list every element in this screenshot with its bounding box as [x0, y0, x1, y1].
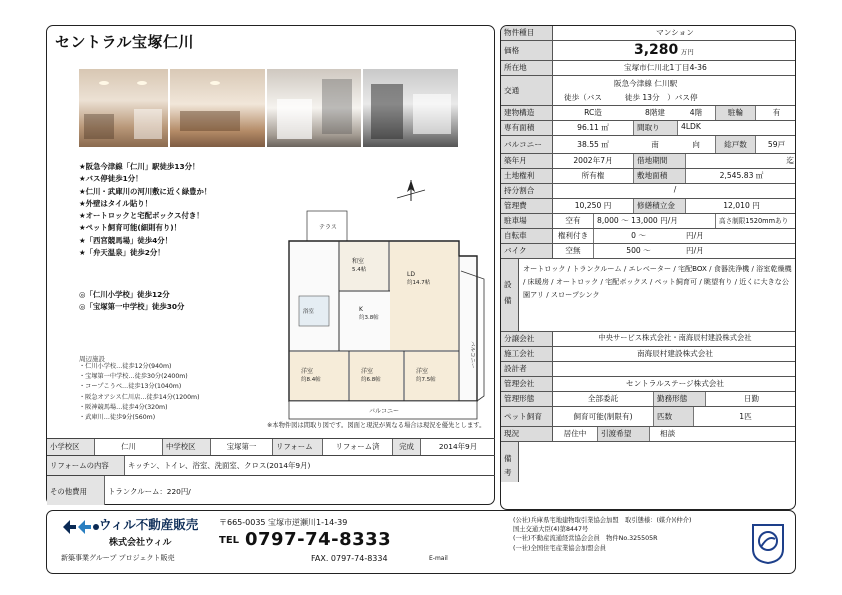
row-share: 持分割合 /: [501, 184, 796, 199]
row-parking: 駐車場 空有 8,000 ～ 13,000 円/月 高さ制限1520mmあり: [501, 214, 796, 229]
company-address: 〒665-0035 宝塚市逆瀬川1-14-39: [219, 518, 348, 527]
other-cost-value: トランクルーム：220円/: [108, 487, 191, 496]
row-area: 専有面積 96.11 ㎡ 間取り 4LDK: [501, 121, 796, 136]
feature-item: ★ペット飼育可能(細則有り)！: [79, 223, 182, 233]
kind-value: マンション: [656, 28, 694, 37]
spec-table: [500, 25, 796, 510]
phone-number[interactable]: 0797-74-8333: [245, 529, 392, 550]
row-kind: 物件種目 マンション: [501, 26, 796, 41]
license-info: (公社)兵庫県宅地建物取引業協会加盟 取引態様：(媒介)(仲介) 国土交通大臣(4)第8447号 (一社)不動産流通経営協会会員 物件No.325505R (一社)全国住宅産業協会加盟会員: [513, 517, 692, 552]
title-box: [47, 26, 495, 53]
row-mgmt-form: 管理形態 全部委託 勤務形態 日勤: [501, 392, 796, 407]
school-row: [47, 438, 495, 455]
svg-text:約14.7帖: 約14.7帖: [407, 280, 431, 286]
row-location: 所在地 宝塚市仁川北1丁目4-36: [501, 61, 796, 76]
feature-item: ★仁川・武庫川の河川敷に近く緑豊か！: [79, 186, 212, 196]
property-title: セントラル宝塚仁川: [55, 33, 195, 51]
layout-value: 4LDK: [677, 121, 796, 135]
feature-item: ★「西宮競馬場」徒歩4分！: [79, 235, 173, 245]
distance-item: ・阪神競馬場…徒歩4分(320m): [79, 403, 168, 411]
row-pet: ペット飼育 飼育可能(制限有) 匹数 1匹: [501, 407, 796, 427]
reform-detail-value: キッチン、トイレ、浴室、洗面室、クロス(2014年9月): [128, 461, 311, 470]
room-ldk: LD: [407, 271, 415, 278]
company-corp: 株式会社ウィル: [109, 538, 172, 548]
svg-text:約8.4帖: 約8.4帖: [301, 377, 321, 383]
row-mgmt: 管理費 10,250 円 修繕積立金 12,010 円: [501, 199, 796, 214]
room-bath: 浴室: [303, 309, 315, 315]
property-main-panel: [46, 25, 495, 505]
feature-item: ★「弁天温泉」徒歩2分！: [79, 248, 165, 258]
room-japanese: 和室: [352, 258, 365, 265]
features-list: [79, 161, 284, 259]
distance-item: ・コープこうべ…徒歩13分(1040m): [79, 383, 182, 391]
row-remarks: 備考: [501, 442, 796, 482]
association-seal-icon: [747, 521, 789, 565]
completed-value: 2014年9月: [438, 442, 478, 451]
room-western-3: 洋室: [416, 368, 429, 375]
reform-detail-row: [47, 455, 495, 475]
photo-washroom[interactable]: [363, 69, 458, 147]
photo-bathroom[interactable]: [267, 69, 361, 147]
distance-item: ・武庫川…徒歩9分(560m): [79, 414, 156, 422]
walk-value: 徒歩（バス 徒歩 13分 ）バス停: [564, 93, 698, 102]
svg-text:約7.5帖: 約7.5帖: [416, 377, 436, 383]
company-logo-icon: [61, 517, 101, 537]
room-balcony: バルコニー: [369, 408, 400, 415]
room-kitchen: K: [359, 306, 363, 313]
row-traffic: 交通 阪急今津線 仁川駅 徒歩（バス 徒歩 13分 ）バス停: [501, 76, 796, 106]
row-land: 土地権利 所有権 敷地面積 2,545.83 ㎡: [501, 169, 796, 184]
photo-kitchen[interactable]: [170, 69, 265, 147]
feature-item: ★バス停徒歩1分！: [79, 174, 143, 184]
distances-title: 周辺施設: [79, 355, 105, 363]
reform-label: リフォーム: [273, 439, 323, 455]
distances-list: [79, 362, 279, 423]
room-terrace: テラス: [319, 224, 337, 231]
feature-item: ★オートロックと宅配ボックス付き！: [79, 211, 204, 221]
company-group: 新築事業グループ プロジェクト販売: [61, 554, 175, 562]
row-price: 価格 3,280 万円: [501, 41, 796, 61]
row-bike: 自転車 権利付き 0 ～ 円/月: [501, 229, 796, 244]
access-item: ◎「仁川小学校」徒歩12分: [79, 290, 170, 299]
row-equipment: 設備 オートロック / トランクルーム / エレベーター / 宅配BOX / 食器洗浄機 / 浴室乾燥機 / 床暖房 / オートロック / 宅配ボックス / ペット飼育可 / 眺望有り / 近くに大きな公園アリ / スロープシンク: [501, 259, 796, 332]
other-cost-row: [47, 475, 495, 505]
access-item: ◎「宝塚第一中学校」徒歩30分: [79, 302, 185, 312]
room-western-2: 洋室: [361, 368, 374, 375]
school-mid-value: 宝塚第一: [211, 439, 273, 455]
school-elem-label: 小学校区: [47, 439, 95, 455]
reform-value: リフォーム済: [323, 439, 393, 455]
row-built: 築年月 2002年7月 借地期間 迄: [501, 154, 796, 169]
company-name: ウィル不動産販売: [99, 517, 199, 532]
row-balcony: バルコニー 38.55 ㎡ 南 向 総戸数 59戸: [501, 136, 796, 154]
row-manager: 管理会社 セントラルステージ株式会社: [501, 377, 796, 392]
station-value: 阪急今津線 仁川駅: [614, 79, 678, 88]
school-mid-label: 中学校区: [163, 439, 211, 455]
plan-note: ※本物件図は間取り図です。図面と現況が異なる場合は現況を優先とします。: [267, 422, 486, 429]
distance-item: ・宝塚第一中学校…徒歩30分(2400m): [79, 373, 188, 381]
email-label[interactable]: E-mail: [429, 555, 448, 562]
feature-item: ★外壁はタイル貼り！: [79, 198, 152, 208]
floor-plan[interactable]: [279, 201, 489, 426]
company-footer: [46, 510, 796, 574]
school-elem-value: 仁川: [95, 439, 163, 455]
equipment-value: オートロック / トランクルーム / エレベーター / 宅配BOX / 食器洗浄機 / 浴室乾燥機 / 床暖房 / オートロック / 宅配ボックス / ペット飼育可 / 眺望有り / 近くに大きな公園アリ / スロープシンク: [523, 264, 792, 299]
distance-item: ・仁川小学校…徒歩12分(940m): [79, 363, 172, 370]
row-structure: 建物構造 RC造 8階建 4階 駐輪 有: [501, 106, 796, 121]
svg-text:5.4帖: 5.4帖: [352, 267, 367, 273]
row-designer: 設計者: [501, 362, 796, 377]
location-value: 宝塚市仁川北1丁目4-36: [624, 63, 707, 72]
tel-label: TEL: [219, 535, 240, 546]
completed-label: 完成: [393, 439, 421, 455]
row-builder: 施工会社 南海辰村建設株式会社: [501, 347, 796, 362]
row-status: 現況 居住中 引渡希望 相談: [501, 427, 796, 442]
row-moto: バイク 空無 500 ～ 円/月: [501, 244, 796, 259]
feature-item: ★阪急今津線「仁川」駅徒歩13分！: [79, 162, 200, 171]
room-balcony-side: バルコニー: [469, 341, 475, 369]
row-seller: 分譲会社 中央サービス株式会社・南海辰村建設株式会社: [501, 332, 796, 347]
other-cost-label: その他費用: [47, 476, 105, 505]
reform-detail-label: リフォームの内容: [47, 456, 125, 475]
photo-living-room[interactable]: [79, 69, 168, 147]
room-western-1: 洋室: [301, 368, 314, 375]
area-value: 96.11 ㎡: [577, 123, 609, 132]
fax-number: FAX. 0797-74-8334: [311, 554, 388, 563]
school-access: [79, 289, 279, 314]
price-value: 3,280: [634, 42, 679, 58]
svg-text:約3.8帖: 約3.8帖: [359, 315, 379, 321]
svg-text:約6.8帖: 約6.8帖: [361, 377, 381, 383]
distance-item: ・阪急オアシス仁川店…徒歩14分(1200m): [79, 393, 200, 401]
